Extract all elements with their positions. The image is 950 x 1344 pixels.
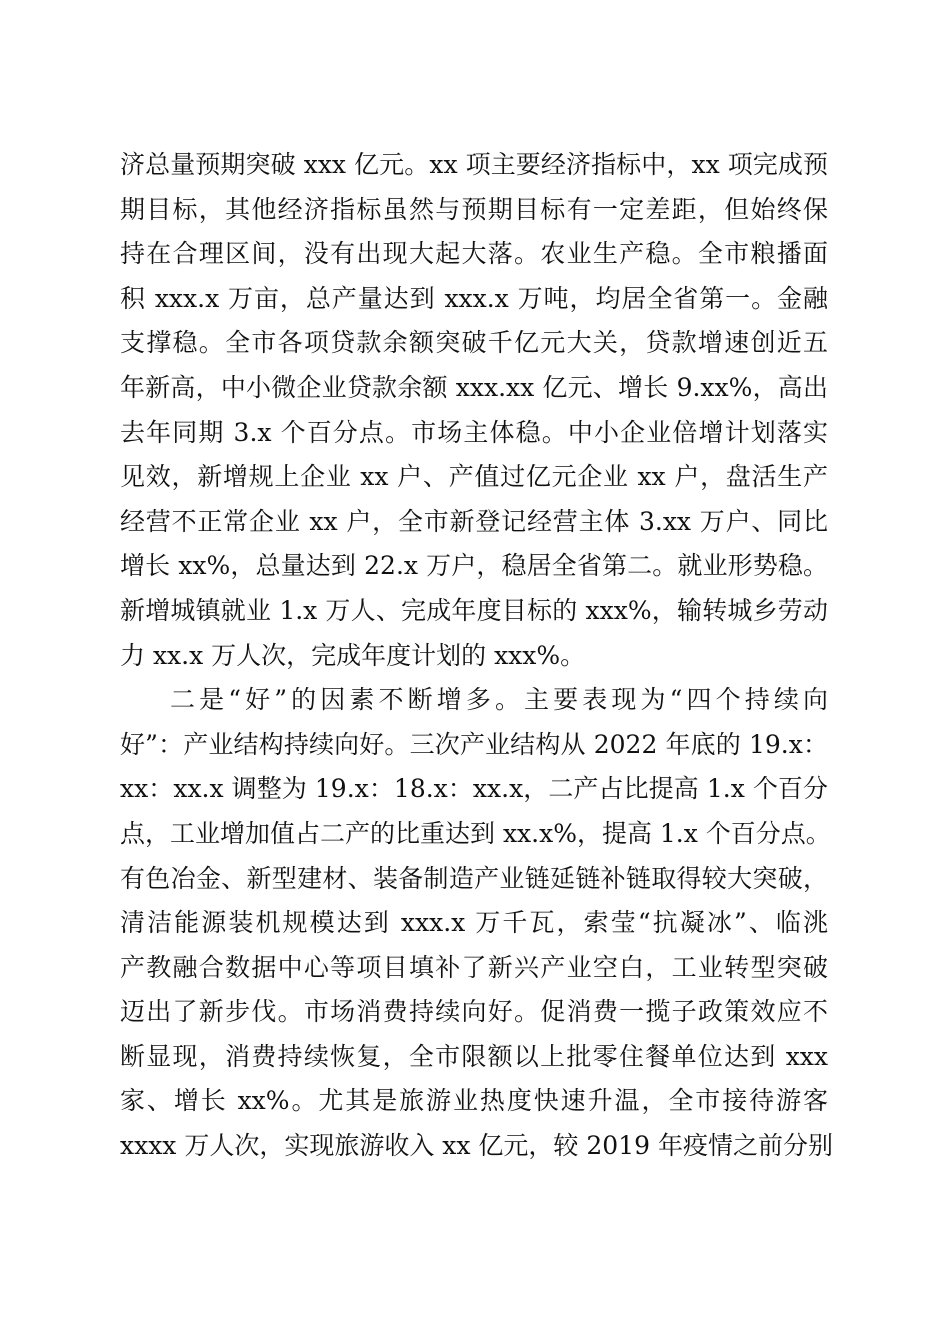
text-line: 持在合理区间，没有出现大起大落。农业生产稳。全市粮播面 [120,239,828,269]
text-line: 好”：产业结构持续向好。三次产业结构从 2022 年底的 19.x： [120,729,828,759]
text-line: 支撑稳。全市各项贷款余额突破千亿元大关，贷款增速创近五 [120,328,828,358]
text-line: xxxx 万人次，实现旅游收入 xx 亿元，较 2019 年疫情之前分别 [120,1131,833,1161]
text-line: 力 xx.x 万人次，完成年度计划的 xxx%。 [120,640,586,670]
text-line: 期目标，其他经济指标虽然与预期目标有一定差距，但始终保 [120,194,828,224]
text-line: 年新高，中小微企业贷款余额 xxx.xx 亿元、增长 9.xx%，高出 [120,372,828,402]
text-line: 家、增长 xx%。尤其是旅游业热度快速升温，全市接待游客 [120,1086,828,1116]
text-line: 产教融合数据中心等项目填补了新兴产业空白，工业转型突破 [120,952,828,982]
text-line: 济总量预期突破 xxx 亿元。xx 项主要经济指标中，xx 项完成预 [120,150,828,179]
text-line: 经营不正常企业 xx 户，全市新登记经营主体 3.xx 万户、同比 [120,506,828,536]
text-line: 点，工业增加值占二产的比重达到 xx.x%，提高 1.x 个百分点。 [120,818,831,848]
paragraph-economic-stability [120,143,828,678]
text-line: 增长 xx%，总量达到 22.x 万户，稳居全省第二。就业形势稳。 [120,551,828,581]
text-line: 积 xxx.x 万亩，总产量达到 xxx.x 万吨，均居全省第一。金融 [120,283,828,313]
text-line: 有色冶金、新型建材、装备制造产业链延链补链取得较大突破， [120,863,828,893]
text-line: 去年同期 3.x 个百分点。市场主体稳。中小企业倍增计划落实 [120,417,828,447]
text-line: 新增城镇就业 1.x 万人、完成年度目标的 xxx%，输转城乡劳动 [120,595,828,625]
text-line: xx：xx.x 调整为 19.x：18.x：xx.x，二产占比提高 1.x 个百分 [120,774,828,804]
paragraph-good-factors [120,678,833,1169]
text-line: 断显现，消费持续恢复，全市限额以上批零住餐单位达到 xxx [120,1041,828,1071]
text-line: 迈出了新步伐。市场消费持续向好。促消费一揽子政策效应不 [120,997,828,1027]
text-line: 清洁能源装机规模达到 xxx.x 万千瓦，索莹“抗凝冰”、临洮 [120,908,828,938]
document-page [120,143,833,1169]
text-line: 二是“好”的因素不断增多。主要表现为“四个持续向 [170,685,828,715]
text-line: 见效，新增规上企业 xx 户、产值过亿元企业 xx 户，盘活生产 [120,462,828,492]
